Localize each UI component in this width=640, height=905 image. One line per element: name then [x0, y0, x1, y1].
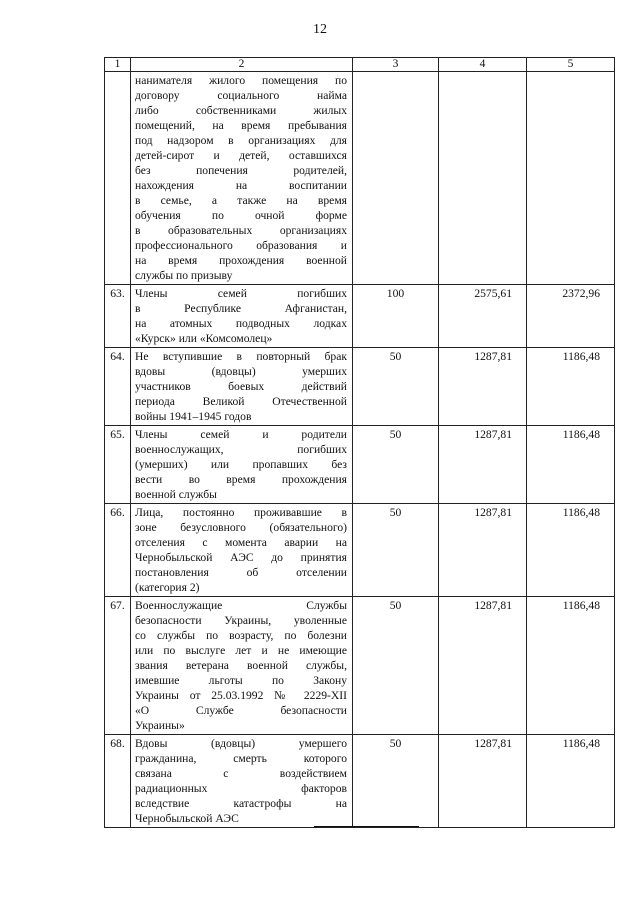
row-amount-2: 1186,48: [527, 348, 615, 426]
row-description: [131, 504, 353, 597]
description-line: или по выслуге лет и не имеющие: [135, 644, 347, 657]
row-percent: 100: [353, 285, 439, 348]
description-line: службы по призыву: [135, 269, 233, 282]
row-description: [131, 348, 353, 426]
description-line: связана с воздействием: [135, 767, 347, 780]
row-amount-2: 1186,48: [527, 504, 615, 597]
header-cell-1: 1: [105, 58, 131, 72]
description-line: в образовательных организациях: [135, 224, 347, 237]
row-number: 63.: [105, 285, 131, 348]
description-line: военнослужащих, погибших: [135, 443, 347, 456]
description-line: гражданина, смерть которого: [135, 752, 347, 765]
description-line: постановления об отселении: [135, 566, 347, 579]
table-row: [105, 348, 615, 426]
description-line: Члены семей погибших: [135, 287, 347, 300]
row-amount-2: 1186,48: [527, 597, 615, 735]
description-line: Украины»: [135, 719, 185, 732]
description-line: Украины от 25.03.1992 № 2229-XII: [135, 689, 347, 702]
page-number: 12: [313, 22, 327, 37]
description-line: (умерших) или пропавших без: [135, 458, 347, 471]
header-cell-2: 2: [131, 58, 353, 72]
row-number: 65.: [105, 426, 131, 504]
closing-rule: [314, 826, 419, 827]
description-line: детей-сирот и детей, оставшихся: [135, 149, 347, 162]
row-description: [131, 72, 353, 285]
row-number: 67.: [105, 597, 131, 735]
row-percent: 50: [353, 426, 439, 504]
row-amount-2: 1186,48: [527, 735, 615, 828]
description-line: отселения с момента аварии на: [135, 536, 347, 549]
row-amount-1: 1287,81: [439, 426, 527, 504]
table-row: [105, 285, 615, 348]
description-line: радиационных факторов: [135, 782, 347, 795]
row-percent: 50: [353, 597, 439, 735]
description-line: нахождения на воспитании: [135, 179, 347, 192]
row-number: 68.: [105, 735, 131, 828]
description-line: участников боевых действий: [135, 380, 347, 393]
description-line: звания ветерана военной службы,: [135, 659, 347, 672]
description-line: в семье, а также на время: [135, 194, 347, 207]
row-number: [105, 72, 131, 285]
description-line: профессионального образования и: [135, 239, 347, 252]
description-line: вдовы (вдовцы) умерших: [135, 365, 347, 378]
description-line: Чернобыльской АЭС до принятия: [135, 551, 347, 564]
row-description: [131, 285, 353, 348]
table-row: [105, 72, 615, 285]
description-line: войны 1941–1945 годов: [135, 410, 252, 423]
row-amount-1: 1287,81: [439, 735, 527, 828]
description-line: на время прохождения военной: [135, 254, 347, 267]
description-line: «О Службе безопасности: [135, 704, 347, 717]
description-line: Военнослужащие Службы: [135, 599, 347, 612]
description-line: со службы по возрасту, по болезни: [135, 629, 347, 642]
header-cell-4: 4: [439, 58, 527, 72]
description-line: помещений, на время пребывания: [135, 119, 347, 132]
row-percent: [353, 72, 439, 285]
description-line: в Республике Афганистан,: [135, 302, 347, 315]
description-line: договору социального найма: [135, 89, 347, 102]
description-line: Чернобыльской АЭС: [135, 812, 239, 825]
description-line: периода Великой Отечественной: [135, 395, 347, 408]
description-line: нанимателя жилого помещения по: [135, 74, 347, 87]
row-percent: 50: [353, 735, 439, 828]
description-line: «Курск» или «Комсомолец»: [135, 332, 273, 345]
table-row: [105, 597, 615, 735]
row-number: 66.: [105, 504, 131, 597]
description-line: военной службы: [135, 488, 217, 501]
row-amount-1: 1287,81: [439, 504, 527, 597]
row-percent: 50: [353, 348, 439, 426]
description-line: вследствие катастрофы на: [135, 797, 347, 810]
row-percent: 50: [353, 504, 439, 597]
description-line: имевшие льготы по Закону: [135, 674, 347, 687]
description-line: вести во время прохождения: [135, 473, 347, 486]
description-line: безопасности Украины, уволенные: [135, 614, 347, 627]
table-row: [105, 504, 615, 597]
row-description: [131, 426, 353, 504]
table-row: [105, 735, 615, 828]
description-line: (категория 2): [135, 581, 200, 594]
description-line: Не вступившие в повторный брак: [135, 350, 347, 363]
header-cell-3: 3: [353, 58, 439, 72]
row-amount-2: [527, 72, 615, 285]
benefits-table: [104, 57, 615, 828]
header-cell-5: 5: [527, 58, 615, 72]
row-description: [131, 597, 353, 735]
row-amount-1: 2575,61: [439, 285, 527, 348]
row-description: [131, 735, 353, 828]
row-number: 64.: [105, 348, 131, 426]
description-line: обучения по очной форме: [135, 209, 347, 222]
description-line: под надзором в организациях для: [135, 134, 347, 147]
row-amount-2: 2372,96: [527, 285, 615, 348]
row-amount-1: 1287,81: [439, 348, 527, 426]
description-line: Лица, постоянно проживавшие в: [135, 506, 347, 519]
description-line: либо собственниками жилых: [135, 104, 347, 117]
row-amount-1: [439, 72, 527, 285]
row-amount-1: 1287,81: [439, 597, 527, 735]
description-line: Члены семей и родители: [135, 428, 347, 441]
table-header-row: [105, 58, 615, 72]
description-line: Вдовы (вдовцы) умершего: [135, 737, 347, 750]
row-amount-2: 1186,48: [527, 426, 615, 504]
description-line: зоне безусловного (обязательного): [135, 521, 347, 534]
table-row: [105, 426, 615, 504]
description-line: без попечения родителей,: [135, 164, 347, 177]
description-line: на атомных подводных лодках: [135, 317, 347, 330]
